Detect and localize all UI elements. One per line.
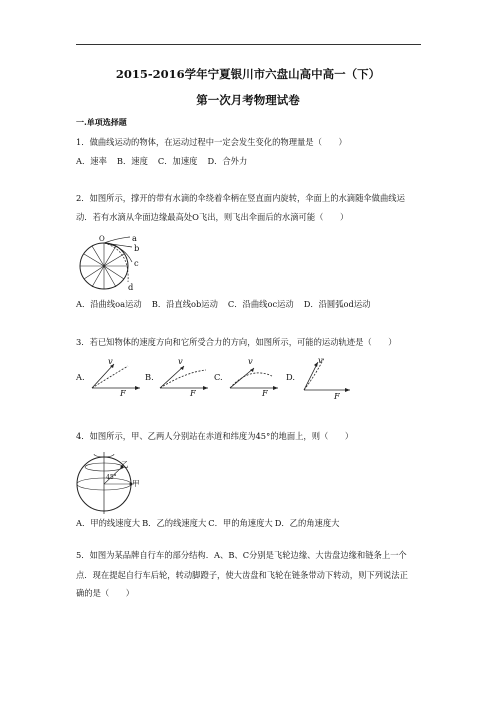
umbrella-figure [74,232,154,292]
question-2-stem-line1: 2．如图所示，撑开的带有水滴的伞绕着伞柄在竖直面内旋转，伞面上的水滴随伞做曲线运 [76,193,405,203]
q3-b-force-label: F [190,388,196,398]
question-2-options [76,298,426,310]
q3-figure-d [296,354,356,400]
question-1-options [76,155,426,167]
option-b: B．沿直线ob运动 [151,299,218,309]
q3-option-c-letter: C. [214,372,223,382]
question-5-stem-line2: 点．现在提起自行车后轮，转动脚蹬子，使大齿盘和飞轮在链条带动下转动，则下列说法正 [76,570,408,580]
option-d: D．乙的角速度大 [274,518,340,528]
option-b: B．乙的线速度大 [142,518,207,528]
question-5-stem-line1: 5．如图为某品牌自行车的部分结构．A、B、C分别是飞轮边缘、大齿盘边缘和链条上一个 [76,550,407,560]
label-jia: 甲 [132,479,140,488]
label-b: b [134,243,140,253]
q3-option-d-letter: D. [286,372,295,382]
option-d: D．沿圆弧od运动 [303,299,371,309]
question-5-stem-line3: 确的是（ ） [76,588,135,598]
q3-option-b-letter: B. [145,372,154,382]
q3-figure-c [226,358,286,398]
label-45-degrees: 45° [106,474,117,481]
q3-b-velocity-label: v [178,356,183,366]
q3-d-force-label: F [334,391,340,401]
q3-option-a-letter: A. [76,372,85,382]
option-c: C．沿曲线oc运动 [227,299,294,309]
exam-title-line2: 第一次月考物理试卷 [196,93,300,107]
label-yi: 乙 [121,460,129,469]
label-c: c [134,258,139,268]
option-b: B．速度 [116,156,148,166]
exam-title-line1: 2015-2016学年宁夏银川市六盘山高中高一（下） [115,67,381,81]
option-c: C．甲的角速度大 [208,518,273,528]
option-a: A．速率 [76,156,107,166]
question-4-options [76,517,426,529]
label-a: a [132,233,137,243]
question-2-stem-line2: 动．若有水滴从伞面边缘最高处O飞出，则飞出伞面后的水滴可能（ ） [76,212,349,222]
q3-figure-a [88,358,148,398]
label-d: d [128,282,134,292]
q3-figure-b [156,358,216,398]
q3-a-force-label: F [120,388,126,398]
q3-c-force-label: F [262,388,268,398]
section-heading: 一.单项选择题 [76,117,127,127]
option-a: A．沿曲线oa运动 [76,299,142,309]
q3-a-velocity-label: v [108,356,113,366]
q3-c-velocity-label: v [248,356,253,366]
question-4-stem: 4．如图所示，甲、乙两人分别站在赤道和纬度为45°的地面上，则（ ） [76,431,354,441]
option-a: A．甲的线速度大 [76,518,141,528]
option-d: D．合外力 [207,156,248,166]
question-1-stem: 1．做曲线运动的物体，在运动过程中一定会发生变化的物理量是（ ） [76,137,347,147]
question-3-stem: 3．若已知物体的速度方向和它所受合力的方向，如图所示，可能的运动轨迹是（ ） [76,337,397,347]
q3-d-velocity-label: v [318,355,323,365]
header-rule [76,44,421,45]
option-c: C．加速度 [157,156,198,166]
label-o: O [99,235,105,243]
